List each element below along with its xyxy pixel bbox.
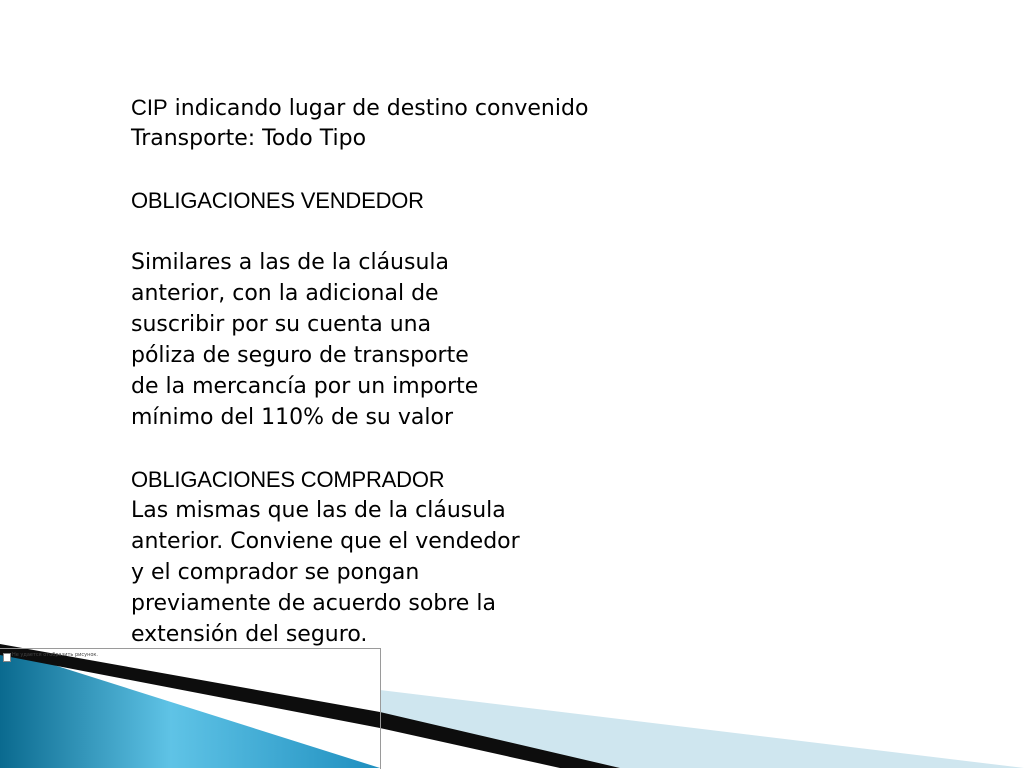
buyer-line: extensión del seguro. — [131, 622, 368, 647]
buyer-line: y el comprador se pongan — [131, 560, 420, 585]
seller-obligations-title: OBLIGACIONES VENDEDOR — [131, 188, 424, 213]
broken-image-message: Не удается отобразить рисунок. — [12, 652, 99, 658]
buyer-line: previamente de acuerdo sobre la — [131, 591, 496, 616]
broken-image-placeholder — [0, 648, 381, 769]
spacer — [131, 433, 691, 464]
seller-line: suscribir por su cuenta una — [131, 312, 432, 337]
heading-rest: indicando lugar de destino convenido — [167, 96, 589, 121]
broken-image-icon — [3, 653, 11, 662]
seller-line: póliza de seguro de transporte — [131, 343, 469, 368]
transport-line: Transporte: Todo Tipo — [131, 126, 367, 151]
seller-line: de la mercancía por un importe — [131, 374, 479, 399]
buyer-obligations-title: OBLIGACIONES COMPRADOR — [131, 467, 445, 492]
buyer-line: anterior. Conviene que el vendedor — [131, 529, 520, 554]
seller-line: anterior, con la adicional de — [131, 281, 439, 306]
slide-text-body — [131, 92, 691, 650]
swoosh-pale-band — [380, 690, 1024, 768]
spacer — [131, 154, 691, 185]
seller-line: mínimo del 110% de su valor — [131, 405, 453, 430]
seller-line: Similares a las de la cláusula — [131, 250, 450, 275]
buyer-line: Las mismas que las de la cláusula — [131, 498, 506, 523]
incoterm-cip: CIP — [131, 95, 168, 120]
heading-line — [131, 92, 691, 123]
spacer — [131, 216, 691, 247]
